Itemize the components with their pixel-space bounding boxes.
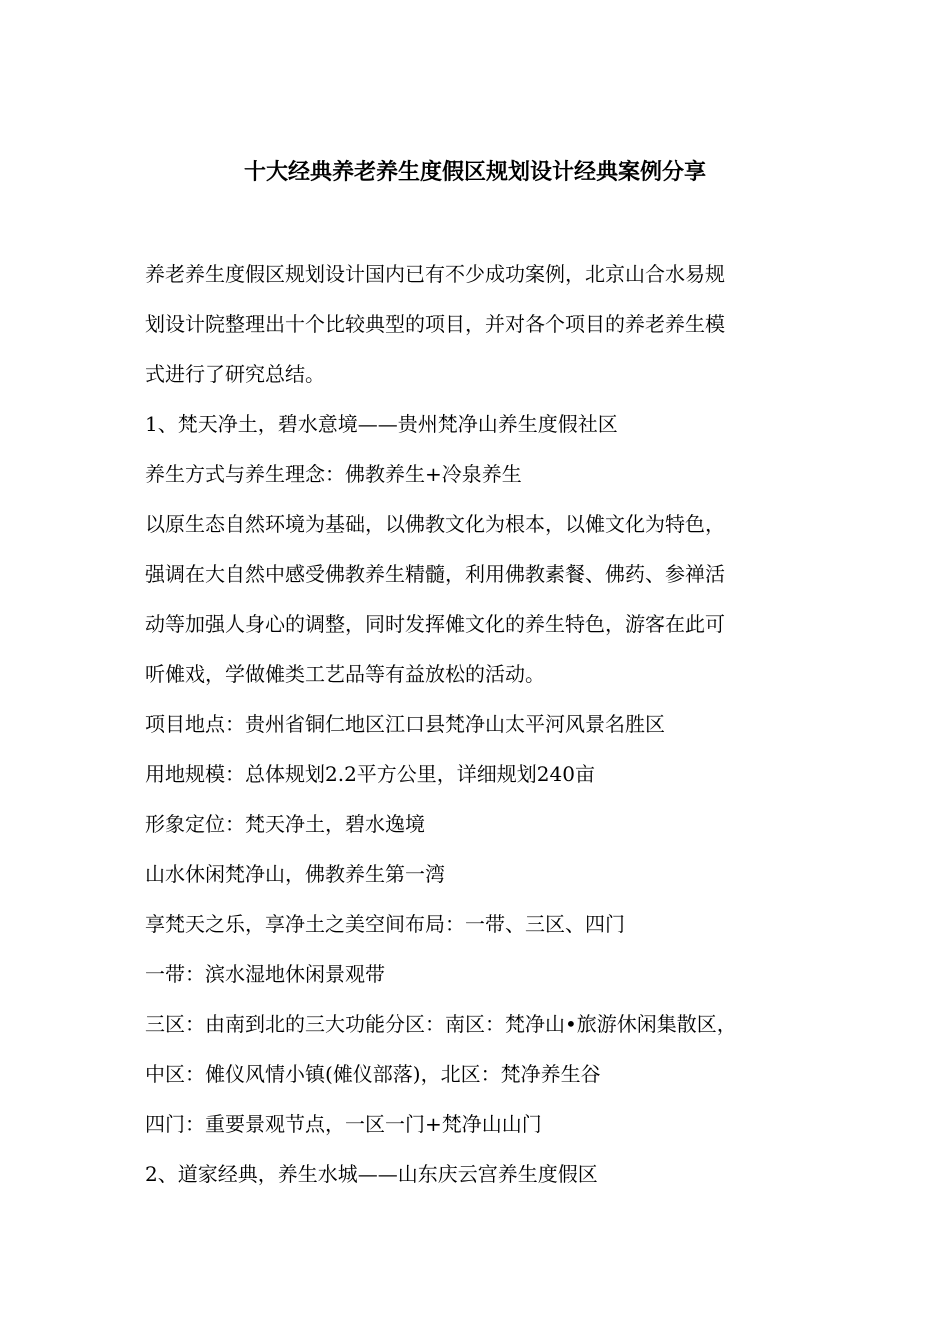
body-line: 三区：由南到北的三大功能分区：南区：梵净山•旅游休闲集散区，	[145, 1012, 737, 1036]
body-line: 式进行了研究总结。	[145, 362, 325, 386]
body-line: 划设计院整理出十个比较典型的项目，并对各个项目的养老养生模	[145, 312, 725, 336]
body-line: 山水休闲梵净山，佛教养生第一湾	[145, 862, 445, 886]
body-line: 强调在大自然中感受佛教养生精髓，利用佛教素餐、佛药、参禅活	[145, 562, 725, 586]
body-line: 一带：滨水湿地休闲景观带	[145, 962, 385, 986]
spatial-layout: 享梵天之乐，享净土之美空间布局：一带、三区、四门	[145, 912, 625, 936]
body-line: 养生方式与养生理念：佛教养生+冷泉养生	[145, 462, 522, 486]
body-line: 动等加强人身心的调整，同时发挥傩文化的养生特色，游客在此可	[145, 612, 725, 636]
image-positioning: 形象定位：梵天净土，碧水逸境	[145, 812, 425, 836]
section-heading-2: 2、道家经典，养生水城——山东庆云宫养生度假区	[145, 1162, 598, 1186]
body-line: 听傩戏，学做傩类工艺品等有益放松的活动。	[145, 662, 545, 686]
body-line: 以原生态自然环境为基础，以佛教文化为根本，以傩文化为特色，	[145, 512, 725, 536]
section-heading-1: 1、梵天净土，碧水意境——贵州梵净山养生度假社区	[145, 412, 618, 436]
body-line: 养老养生度假区规划设计国内已有不少成功案例，北京山合水易规	[145, 262, 725, 286]
project-location: 项目地点：贵州省铜仁地区江口县梵净山太平河风景名胜区	[145, 712, 665, 736]
body-line: 中区：傩仪风情小镇(傩仪部落)，北区：梵净养生谷	[145, 1062, 601, 1086]
document-body	[145, 249, 810, 1199]
body-line: 四门：重要景观节点，一区一门+梵净山山门	[145, 1112, 542, 1136]
land-scale: 用地规模：总体规划2.2平方公里，详细规划240亩	[145, 762, 595, 786]
document-title: 十大经典养老养生度假区规划设计经典案例分享	[243, 160, 706, 185]
